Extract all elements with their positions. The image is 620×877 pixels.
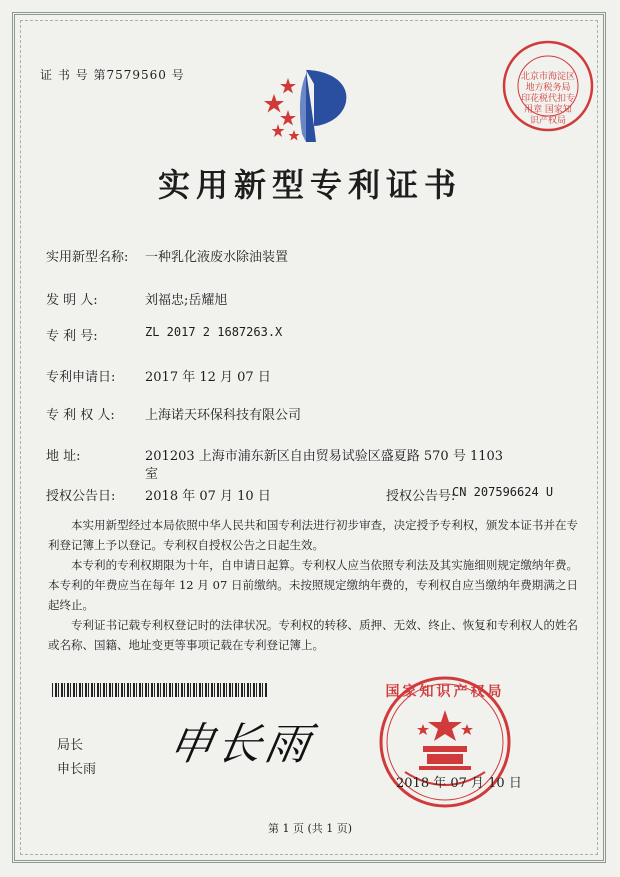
paragraph-legal-status: 专利证书记载专利权登记时的法律状况。专利权的转移、质押、无效、终止、恢复和专利权人的姓名或名称、国籍、地址变更等事项记载在专利登记簿上。 — [48, 618, 578, 652]
certificate-sheet: 证 书 号 第7579560 号 北京市海淀区地方税务局 印花税代扣专用章 国家知识产权局 实用新型专利证书 实用新型名称: 一种乳化液废水除油装置 发 明 人: 刘福忠;岳耀旭 专 利 号: ZL 2017 2 1687263.X 专利申请日: 2017 年 12 月 07 日 专 利 权 人: 上海诺天环保科技有限公司 地 址: 201203 上海市浦东新区自由贸易试验区盛夏路 570 号 1103 室 授权公告日: 2018 年 07 月 10 日 授权公告号: CN 207596624 U 本实用新型经过本局依照中华人民共和国专利法进行初步审查，决定授予专利权，颁发本证书并在专利登记簿上予以登记。专利权自授权公告之日起生效。 本专利的专利权期限为十年，自申请日起算。专利权人应当依照专利法及其实施细则规定缴纳年费。本专利的年费应当在每年 12 月 07 日前缴纳。未按照规定缴纳年费的，专利权自应当缴纳年费期满之日起终止。 专利证书记载专利权登记时的法律状况。专利权的转移、质押、无效、终止、恢复和专利权人的姓名或名称、国籍、地址变更等事项记载在专利登记簿上。 局长 申长雨 申长雨 国家知识产权局 2018 年 07 月 10 日 第 1 页 (共 1 页) — [0, 0, 620, 877]
paragraph-grant: 本实用新型经过本局依照中华人民共和国专利法进行初步审查，决定授予专利权，颁发本证书并在专利登记簿上予以登记。专利权自授权公告之日起生效。 — [48, 518, 578, 552]
barcode — [52, 683, 267, 697]
official-seal-text: 国家知识产权局 — [385, 684, 505, 700]
stamp-duty-seal-text: 北京市海淀区地方税务局 印花税代扣专用章 国家知识产权局 — [520, 72, 575, 126]
certificate-number: 证 书 号 第7579560 号 — [40, 68, 185, 82]
director-signature: 申长雨 — [164, 719, 318, 770]
page-footer: 第 1 页 (共 1 页) — [267, 822, 353, 835]
sipo-emblem-icon — [258, 64, 358, 146]
page-title: 实用新型专利证书 — [157, 166, 462, 204]
seal-date: 2018 年 07 月 10 日 — [396, 776, 522, 791]
director-title: 局长 — [57, 738, 84, 753]
director-name: 申长雨 — [57, 762, 97, 777]
paragraph-term: 本专利的专利权期限为十年，自申请日起算。专利权人应当依照专利法及其实施细则规定缴纳年费。本专利的年费应当在每年 12 月 07 日前缴纳。未按照规定缴纳年费的，专利权自应当缴纳年费期满之日起终止。 — [48, 558, 578, 612]
